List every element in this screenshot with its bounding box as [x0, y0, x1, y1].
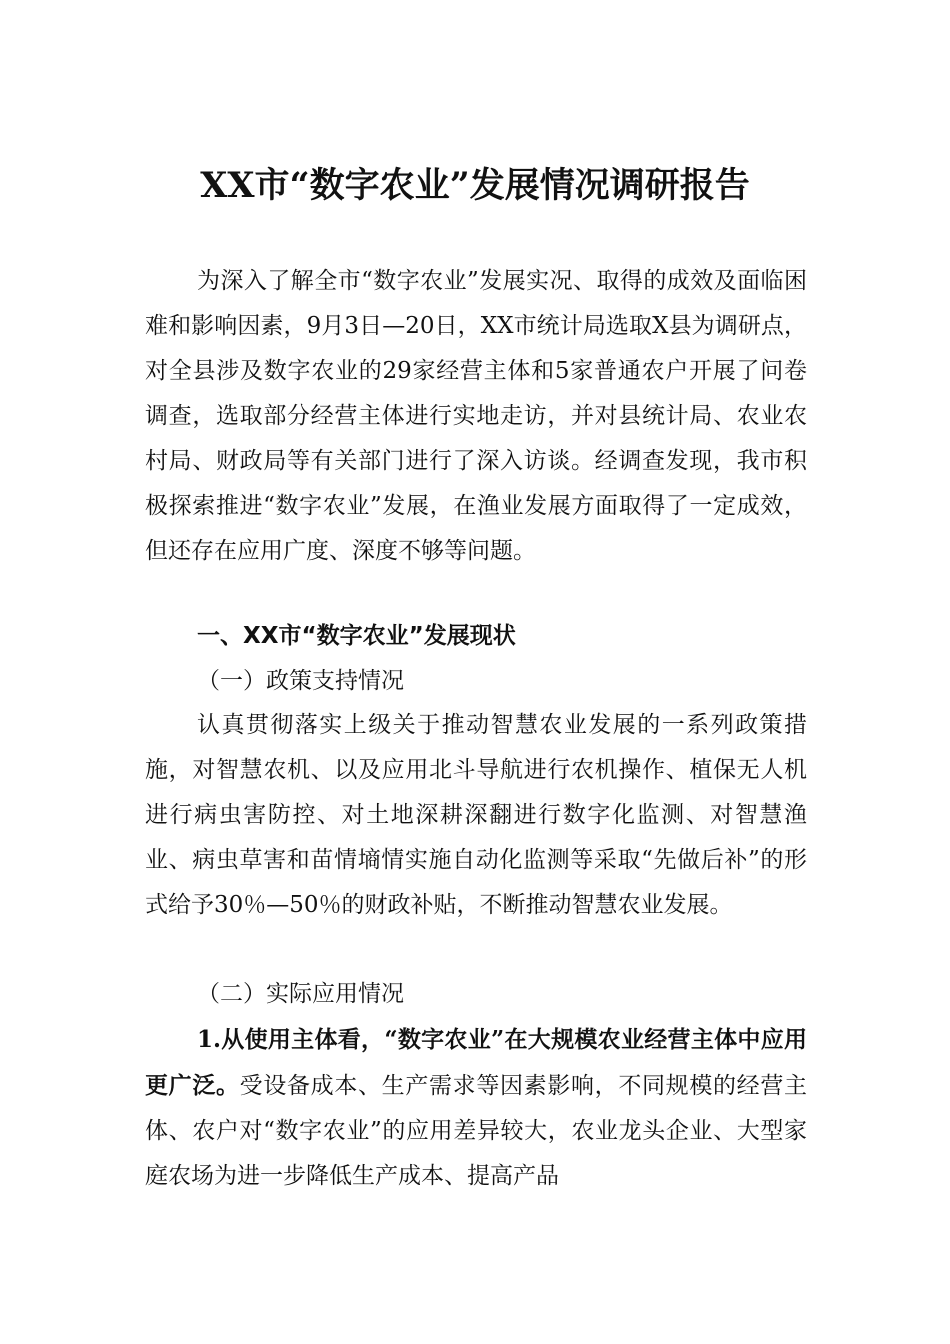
subsection-heading-policy: （一）政策支持情况	[197, 668, 404, 694]
section-heading-1: 一、XX市“数字农业”发展现状	[197, 623, 516, 649]
policy-paragraph: 认真贯彻落实上级关于推动智慧农业发展的一系列政策措施，对智慧农机、以及应用北斗导航进行农机操作、植保无人机进行病虫害防控、对土地深耕深翻进行数字化监测、对智慧渔业、病虫草害和苗情墒情实施自动化监测等采取“先做后补”的形式给予30％—50％的财政补贴，不断推动智慧农业发展。	[145, 712, 807, 918]
intro-paragraph: 为深入了解全市“数字农业”发展实况、取得的成效及面临困难和影响因素，9月3日—20日，XX市统计局选取X县为调研点，对全县涉及数字农业的29家经营主体和5家普通农户开展了问卷调查，选取部分经营主体进行实地走访，并对县统计局、农业农村局、财政局等有关部门进行了深入访谈。经调查发现，我市积极探索推进“数字农业”发展，在渔业发展方面取得了一定成效，但还存在应用广度、深度不够等问题。	[145, 268, 807, 564]
document-title: XX市“数字农业”发展情况调研报告	[200, 165, 750, 206]
point-1-paragraph	[145, 1017, 807, 1199]
subsection-heading-application: （二）实际应用情况	[197, 981, 404, 1007]
point-1-lead: 1.从使用主体看，“数字农业”在大规模农业经营主体中应用更广泛。	[145, 1026, 807, 1099]
point-1-text: 受设备成本、生产需求等因素影响，不同规模的经营主体、农户对“数字农业”的应用差异较大，农业龙头企业、大型家庭农场为进一步降低生产成本、提高产品	[145, 1073, 808, 1189]
